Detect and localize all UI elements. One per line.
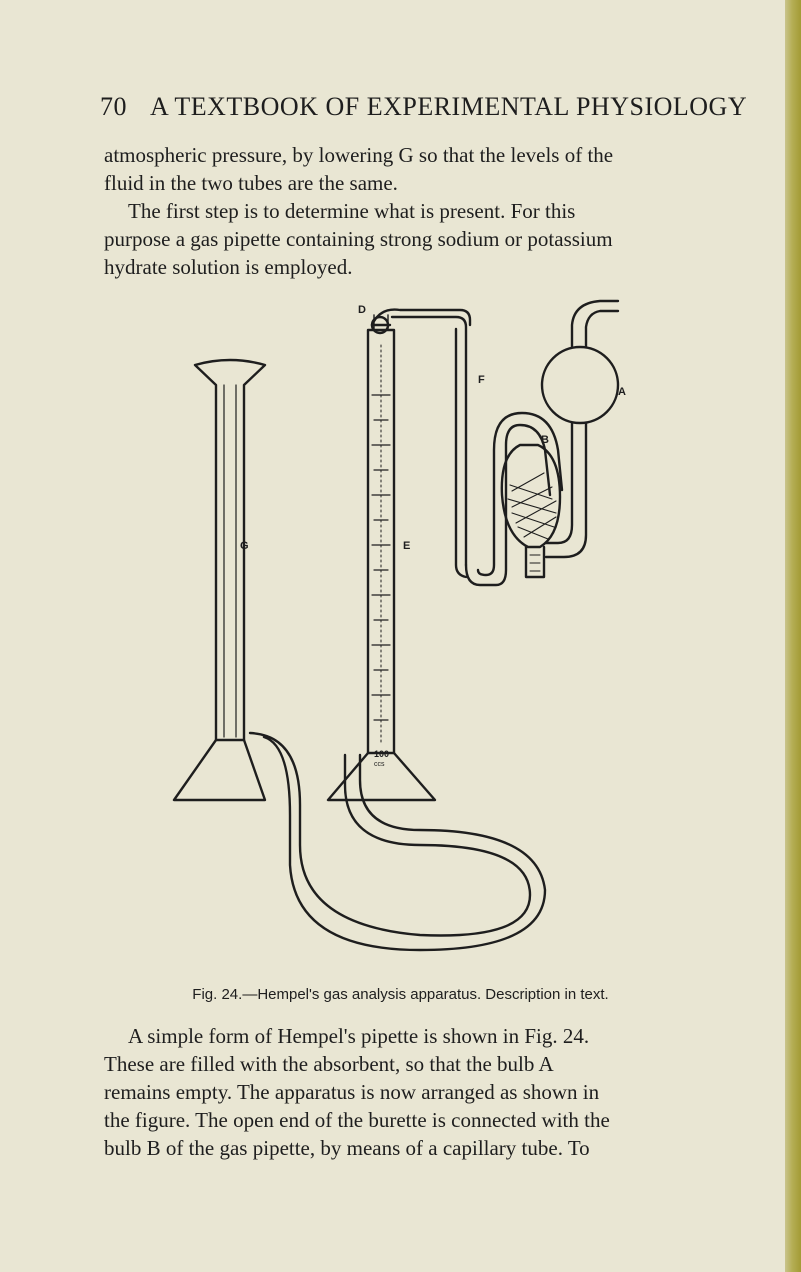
text-line: fluid in the two tubes are the same. <box>104 171 398 195</box>
page-number: 70 <box>100 92 127 121</box>
label-g: G <box>240 540 249 552</box>
page-edge-shadow <box>785 0 801 1272</box>
text-line: bulb B of the gas pipette, by means of a capillary tube. To <box>104 1136 590 1160</box>
hempel-apparatus-figure <box>160 285 640 985</box>
text-line: A simple form of Hempel's pipette is shown in Fig. 24. <box>128 1024 590 1048</box>
running-head: A TEXTBOOK OF EXPERIMENTAL PHYSIOLOGY <box>150 92 748 121</box>
scale-label: 100 <box>374 749 390 759</box>
scale-unit: ccs <box>374 761 385 768</box>
page-header <box>100 92 748 132</box>
text-line: These are filled with the absorbent, so that the bulb A <box>104 1052 554 1076</box>
label-a: A <box>618 386 626 398</box>
text-line: atmospheric pressure, by lowering G so that the levels of the <box>104 143 614 167</box>
text-line: remains empty. The apparatus is now arranged as shown in <box>104 1080 600 1104</box>
label-f: F <box>478 374 485 386</box>
text-line: the figure. The open end of the burette is connected with the <box>104 1108 610 1132</box>
burette-e <box>328 310 470 800</box>
label-d: D <box>358 304 366 316</box>
rubber-tubing <box>250 733 545 950</box>
text-line: purpose a gas pipette containing strong sodium or potassium <box>104 227 613 251</box>
bottom-paragraph <box>104 1022 704 1162</box>
capillary-tube-f <box>392 317 562 585</box>
text-line: The first step is to determine what is present. For this <box>128 199 576 223</box>
figure-caption: Fig. 24.—Hempel's gas analysis apparatus. Description in text. <box>192 986 609 1003</box>
text-line: hydrate solution is employed. <box>104 255 353 279</box>
label-e: E <box>403 540 411 552</box>
top-paragraph <box>104 141 704 281</box>
label-b: B <box>541 434 549 446</box>
